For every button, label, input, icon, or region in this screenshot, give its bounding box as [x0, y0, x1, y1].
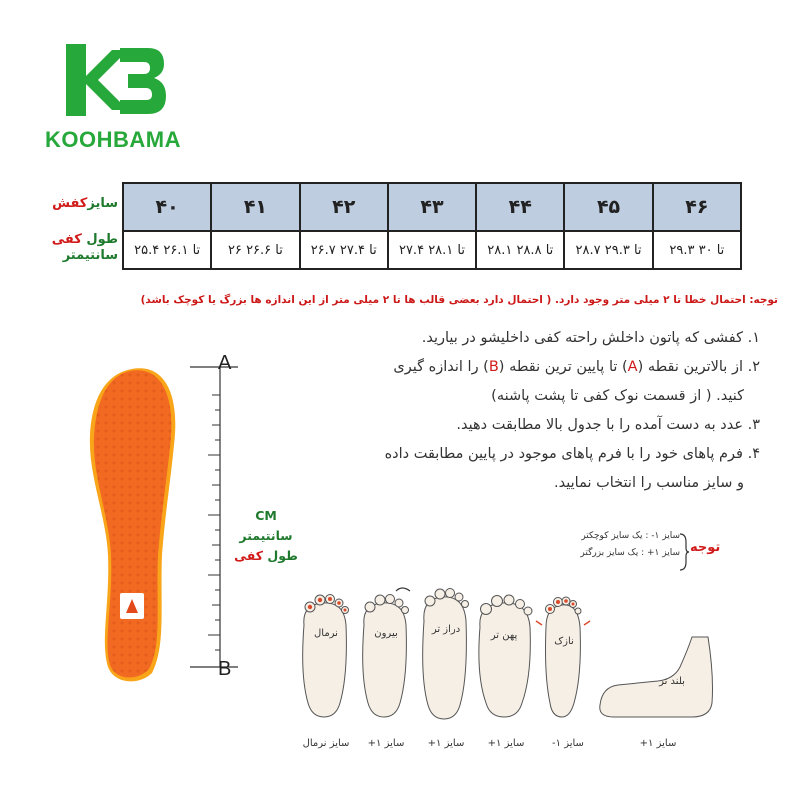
brand-name: KOOHBAMA [45, 127, 181, 152]
foot-size-caption: سایز ۱+ [639, 738, 677, 749]
step-1: ۱. کفشی که پاتون داخلش راحته کفی داخلیشو در بیارید. [421, 330, 760, 346]
insole-illustration [70, 355, 240, 685]
length-cell: ۲۵.۴ تا ۲۶.۱ [123, 231, 211, 269]
size-cell: ۴۴ [476, 183, 564, 231]
size-cell: ۴۱ [211, 183, 299, 231]
point-b-label: B [218, 658, 232, 680]
foot-label: بلند تر [659, 676, 685, 687]
size-cell: ۴۵ [564, 183, 652, 231]
foot-label: پهن تر [490, 630, 518, 641]
kb-monogram-logo [58, 38, 170, 122]
foot-size-caption: سایز ۱+ [427, 738, 465, 749]
size-cell: ۴۲ [300, 183, 388, 231]
foot-label: دراز تر [431, 624, 461, 635]
size-cell: ۴۶ [653, 183, 741, 231]
length-unit-label: CM سانتیمتر طول کفی [234, 508, 298, 563]
foot-size-caption: سایز ۱+ [487, 738, 525, 749]
foot-label: بیرون [374, 628, 398, 639]
step-3: ۳. عدد به دست آمده را با جدول بالا مطابقت دهید. [456, 417, 760, 433]
foot-size-caption: سایز ۱+ [367, 738, 405, 749]
size-note-box: سایز ۱- : یک سایز کوچکتر سایز ۱+ : یک سایز بزرگتر [580, 531, 680, 558]
measurement-instructions [310, 324, 760, 498]
length-cell: ۲۸.۷ تا ۲۹.۳ [564, 231, 652, 269]
error-margin-note: توجه: احتمال خطا تا ۲ میلی متر وجود دارد. ( احتمال دارد بعضی قالب ها تا ۲ میلی متر از این اندازه ها بزرگ یا کوچک باشد) [140, 294, 778, 306]
foot-size-caption: سایز نرمال [302, 738, 350, 749]
shoe-size-row [123, 183, 741, 231]
length-cell: ۲۹.۳ تا ۳۰ [653, 231, 741, 269]
length-cell: ۲۷.۴ تا ۲۸.۱ [388, 231, 476, 269]
step-4: ۴. فرم پاهای خود را با فرم پاهای موجود در پایین مطابقت داده [384, 446, 760, 462]
size-cell: ۴۰ [123, 183, 211, 231]
size-cell: ۴۳ [388, 183, 476, 231]
step-2: ۲. از بالاترین نقطه (A) تا پایین ترین نقطه (B) را اندازه گیری [393, 359, 760, 375]
foot-length-label: طول کفی سانتیمتر [51, 232, 118, 263]
size-chart-table [122, 182, 742, 270]
size-note-title: توجه [690, 540, 721, 555]
step-4-cont: و سایز مناسب را انتخاب نمایید. [554, 475, 744, 491]
length-cell: ۲۸.۱ تا ۲۸.۸ [476, 231, 564, 269]
foot-label: نرمال [314, 628, 338, 639]
point-a-label: A [218, 352, 232, 374]
foot-types-illustration [288, 585, 738, 760]
length-cell: ۲۶ تا ۲۶.۶ [211, 231, 299, 269]
foot-size-caption: سایز ۱- [552, 738, 584, 749]
foot-label: نازک [554, 636, 574, 647]
step-2-cont: کنید. ( از قسمت نوک کفی تا پشت پاشنه) [491, 388, 744, 404]
shoe-size-label: سایزکفش [52, 196, 118, 211]
length-cell: ۲۶.۷ تا ۲۷.۴ [300, 231, 388, 269]
foot-length-row [123, 231, 741, 269]
